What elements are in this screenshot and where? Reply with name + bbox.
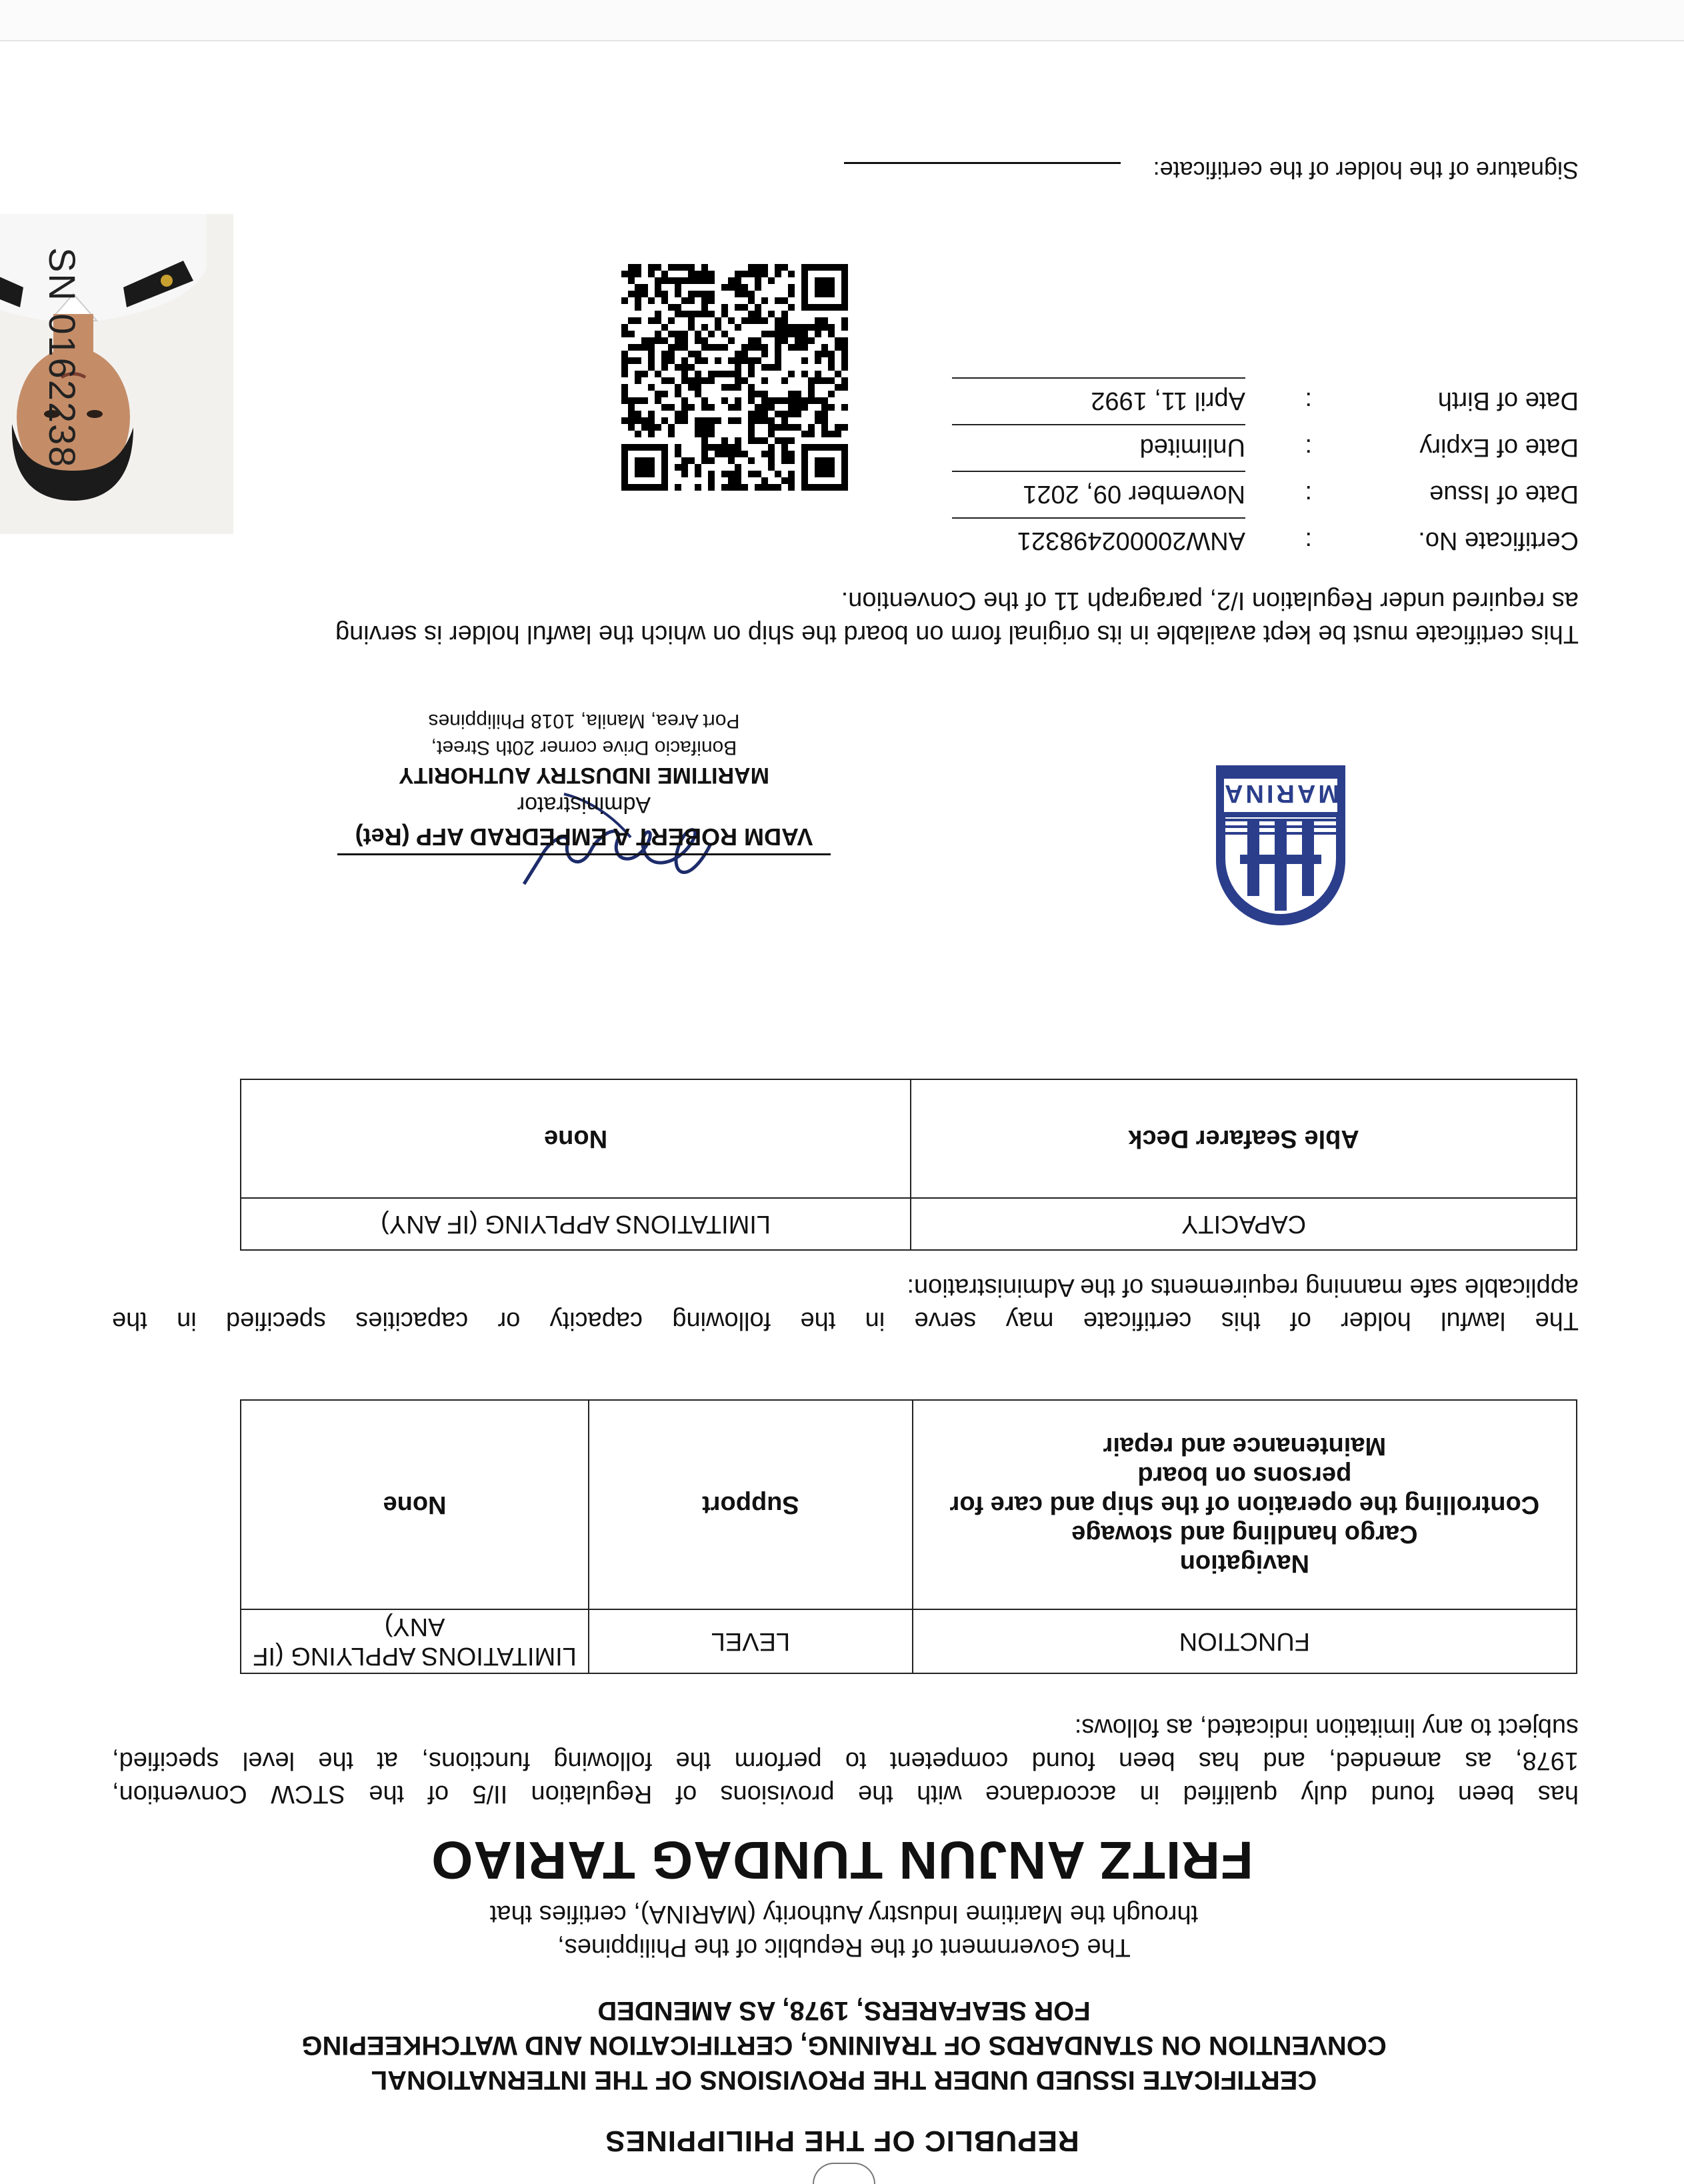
- serial-number: SN 0162238: [41, 247, 83, 469]
- table-row: [241, 1400, 1577, 1609]
- qualification-line: has been found duly qualified in accordance with the provisions of Regulation II/5 of the STCW Convention,: [112, 1780, 1579, 1808]
- intro-line: The Government of the Republic of the Philippines,: [557, 1933, 1131, 1961]
- marina-logo: [1211, 764, 1351, 931]
- limitations-cell: None: [241, 1400, 589, 1609]
- certificate-no-row: [845, 517, 1579, 564]
- detail-label: Date of Expiry: [1419, 433, 1579, 461]
- function-header: FUNCTION: [913, 1609, 1577, 1673]
- signatory-line: [337, 853, 831, 855]
- table-row: [241, 1079, 1577, 1198]
- authority-name: MARITIME INDUSTRY AUTHORITY: [399, 763, 769, 788]
- detail-label: Date of Birth: [1437, 387, 1579, 415]
- detail-colon: :: [1305, 527, 1312, 555]
- capacity-header: CAPACITY: [911, 1198, 1577, 1250]
- heading-line: CERTIFICATE ISSUED UNDER THE PROVISIONS OF THE INTERNATIONAL: [371, 2065, 1317, 2095]
- seal-icon: [813, 2163, 875, 2184]
- detail-colon: :: [1305, 433, 1312, 461]
- table-header-row: [241, 1198, 1577, 1250]
- qualification-text: [112, 1744, 1579, 1811]
- notice-line: This certificate must be kept available in its original form on board the ship on which the lawful holder is serving: [335, 620, 1579, 648]
- level-cell: Support: [589, 1400, 913, 1609]
- detail-label: Certificate No.: [1418, 527, 1579, 555]
- heading-line: FOR SEAFARERS, 1978, AS AMENDED: [597, 1996, 1091, 2025]
- signatory-name: VADM ROBERT A EMPEDRAD AFP (Ret): [355, 823, 813, 851]
- holder-name: FRITZ ANJUN TUNDAG TARIAO: [431, 1831, 1253, 1890]
- function-item: Controlling the operation of the ship and care for persons on board: [949, 1461, 1540, 1519]
- functions-cell: [913, 1400, 1577, 1609]
- address-line: Port Area, Manila, 1018 Philippines: [428, 710, 740, 732]
- holder-signature-label: Signature of the holder of the certificate:: [1153, 157, 1579, 184]
- function-item: Maintenance and repair: [1103, 1432, 1387, 1460]
- certificate-heading: [291, 1993, 1397, 2097]
- qualification-line-last: subject to any limitation indicated, as follows:: [1074, 1713, 1579, 1741]
- date-of-birth-row: [845, 377, 1579, 424]
- certificate-no-value: ANW2000024983​21: [952, 517, 1245, 555]
- date-of-issue-row: [845, 471, 1579, 517]
- signatory-title: Administrator: [517, 792, 651, 817]
- qualification-line: 1978, as amended, and has been found competent to perform the following functions, at the level specified,: [112, 1747, 1579, 1775]
- address-line: Bonifacio Drive corner 20th Street,: [431, 737, 737, 759]
- holder-photo: [0, 214, 233, 534]
- notice-line: as required under Regulation I/2, paragraph 11 of the Convention.: [841, 587, 1579, 615]
- date-of-issue-value: November 09, 2021: [952, 471, 1245, 508]
- date-of-birth-value: April 11, 1992: [952, 377, 1245, 415]
- capacity-text: The lawful holder of this certificate may serve in the following capacity or capacities specified in the: [112, 1307, 1579, 1335]
- date-of-expiry-value: Unlimited: [952, 424, 1245, 461]
- capacity-table: [240, 1079, 1577, 1251]
- onboard-notice: [112, 584, 1579, 651]
- capacity-cell: Able Seafarer Deck: [911, 1079, 1577, 1198]
- level-header: LEVEL: [589, 1609, 913, 1673]
- table-header-row: [241, 1609, 1577, 1673]
- functions-table: [240, 1399, 1577, 1674]
- republic-title: REPUBLIC OF THE PHILIPPINES: [605, 2125, 1079, 2157]
- intro-text: [291, 1897, 1397, 1964]
- heading-line: CONVENTION ON STANDARDS OF TRAINING, CERTIFICATION AND WATCHKEEPING: [301, 2031, 1387, 2060]
- detail-colon: :: [1305, 387, 1312, 415]
- function-item: Cargo handling and stowage: [1071, 1520, 1418, 1548]
- function-item: Navigation: [1179, 1549, 1309, 1577]
- limitations-header: LIMITATIONS APPLYING (IF ANY): [241, 1198, 911, 1250]
- limitations-cell: None: [241, 1079, 911, 1198]
- intro-line: through the Maritime Industry Authority (MARINA), certifies that: [489, 1900, 1199, 1928]
- capacity-text-last: applicable safe manning requirements of the Administration:: [907, 1273, 1579, 1301]
- qr-code-icon: [621, 264, 848, 491]
- detail-label: Date of Issue: [1429, 480, 1579, 508]
- date-of-expiry-row: [845, 424, 1579, 471]
- logo-text: MARINA: [1222, 779, 1339, 807]
- detail-colon: :: [1305, 480, 1312, 508]
- limitations-header: LIMITATIONS APPLYING (IF ANY): [241, 1609, 589, 1673]
- holder-signature-line: [844, 162, 1121, 164]
